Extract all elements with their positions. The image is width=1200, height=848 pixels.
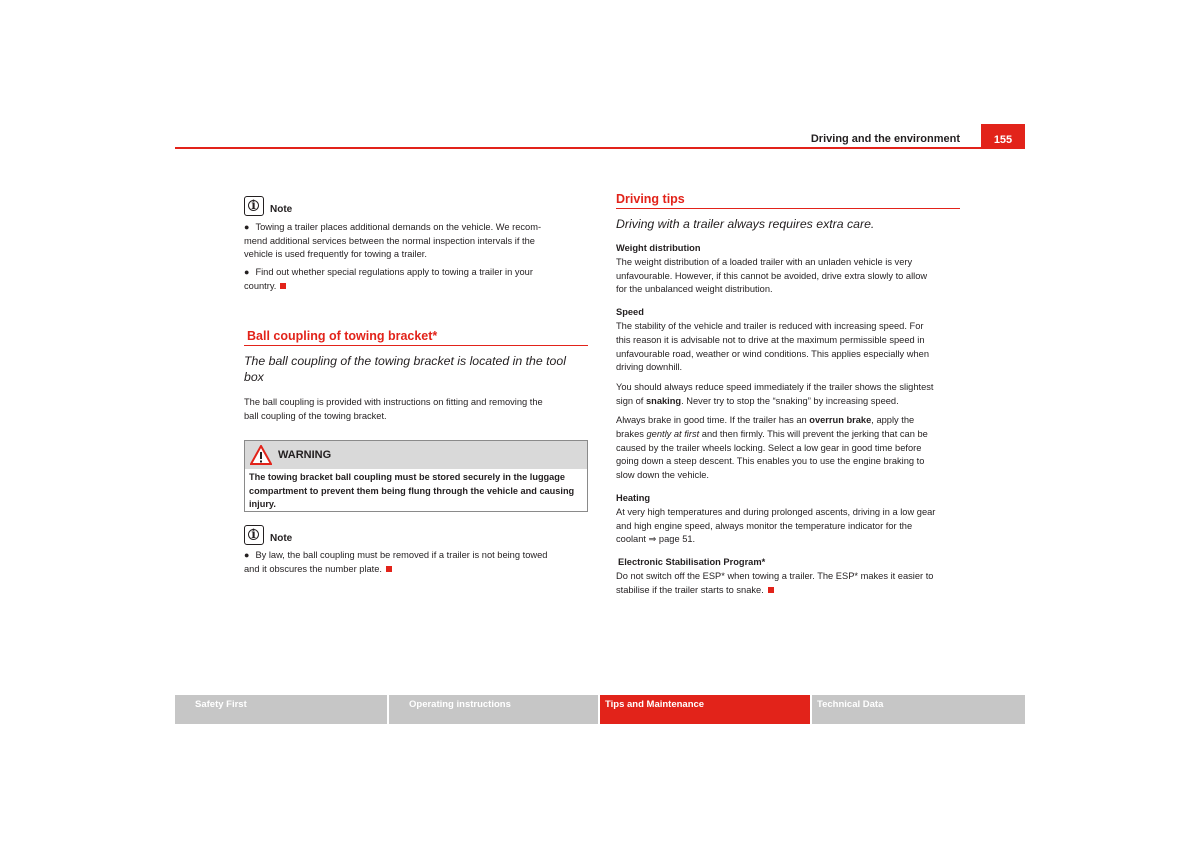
emphasis-text: overrun brake bbox=[809, 415, 872, 426]
tab-operating-instructions[interactable]: Operating instructions bbox=[389, 695, 598, 724]
body-text: sign of bbox=[616, 395, 646, 406]
ball-coupling-section bbox=[244, 329, 588, 423]
lead-line: box bbox=[244, 370, 264, 384]
body-line: The stability of the vehicle and trailer is reduced with increasing speed. For bbox=[616, 321, 924, 332]
body-line: ball coupling of the towing bracket. bbox=[244, 410, 387, 421]
note-block-2 bbox=[244, 525, 589, 576]
note-text-line: and it obscures the number plate. bbox=[244, 563, 382, 574]
subheading-esp: Electronic Stabilisation Program* bbox=[618, 556, 766, 567]
warning-label: WARNING bbox=[278, 449, 332, 461]
warning-text-line: injury. bbox=[249, 499, 276, 509]
section-title: Ball coupling of towing bracket* bbox=[247, 329, 438, 343]
body-line: The weight distribution of a loaded trailer with an unladen vehicle is very bbox=[616, 257, 913, 267]
header-section-title: Driving and the environment bbox=[810, 133, 960, 145]
warning-box bbox=[244, 440, 588, 512]
body-line: At very high temperatures and during prolonged ascents, driving in a low gear bbox=[616, 506, 936, 517]
body-line: and high engine speed, always monitor the temperature indicator for the bbox=[616, 520, 913, 531]
body-line: this reason it is advisable not to drive at the maximum permissible speed in bbox=[616, 334, 925, 345]
warning-text-line: compartment to prevent them being flung through the vehicle and causing bbox=[249, 485, 575, 496]
page-number: 155 bbox=[981, 124, 1025, 148]
footer-tabs bbox=[175, 695, 1025, 724]
tab-safety-first[interactable]: Safety First bbox=[175, 695, 387, 724]
lead-line: The ball coupling of the towing bracket is located in the tool bbox=[244, 354, 566, 368]
warning-text-line: The towing bracket ball coupling must be stored securely in the luggage bbox=[249, 472, 565, 482]
section-title: Driving tips bbox=[616, 192, 685, 206]
info-icon: i bbox=[244, 196, 264, 216]
subheading-speed: Speed bbox=[616, 307, 644, 318]
note-text-line: By law, the ball coupling must be removed if a trailer is not being towed bbox=[255, 550, 548, 560]
body-line: unfavourable road, weather or wind conditions. This applies especially when bbox=[616, 348, 930, 359]
note-text-line: mend additional services between the normal inspection intervals if the bbox=[244, 235, 535, 246]
note-text-line: country. bbox=[244, 280, 277, 291]
tab-tips-and-maintenance[interactable]: Tips and Maintenance bbox=[600, 695, 810, 724]
note-label: Note bbox=[270, 533, 293, 544]
note-text-line: vehicle is used frequently for towing a trailer. bbox=[244, 249, 427, 260]
body-line: stabilise if the trailer starts to snake. bbox=[616, 584, 764, 595]
italic-text: gently at first bbox=[646, 429, 700, 440]
body-line: You should always reduce speed immediately if the trailer shows the slightest bbox=[616, 381, 934, 392]
body-line: slow down the vehicle. bbox=[616, 470, 710, 481]
tab-technical-data[interactable]: Technical Data bbox=[812, 695, 1025, 724]
warning-icon bbox=[250, 445, 272, 465]
body-line: going down a steep descent. This enables you to use the engine braking to bbox=[616, 456, 925, 467]
body-text: and then firmly. This will prevent the jerking that can be bbox=[699, 429, 928, 440]
section-rule bbox=[244, 345, 588, 346]
body-line: unfavourable. However, if this cannot be avoided, drive extra slowly to allow bbox=[616, 270, 928, 281]
note-block-1 bbox=[244, 196, 589, 294]
subheading-heating: Heating bbox=[616, 492, 651, 503]
end-marker-icon bbox=[280, 283, 286, 289]
header-rule bbox=[175, 147, 1025, 149]
body-line: for the unbalanced weight distribution. bbox=[616, 284, 773, 295]
lead-line: Driving with a trailer always requires extra care. bbox=[616, 217, 875, 231]
end-marker-icon bbox=[386, 566, 392, 572]
driving-tips-section bbox=[616, 192, 960, 597]
subheading-weight: Weight distribution bbox=[616, 243, 701, 253]
body-line: The ball coupling is provided with instructions on fitting and removing the bbox=[244, 397, 543, 407]
body-line: Do not switch off the ESP* when towing a trailer. The ESP* makes it easier to bbox=[616, 570, 934, 581]
bullet-icon: ● bbox=[244, 550, 250, 560]
body-text: . Never try to stop the “snaking” by increasing speed. bbox=[681, 395, 899, 406]
bullet-icon: ● bbox=[244, 222, 250, 232]
body-text: , apply the bbox=[871, 415, 915, 426]
section-rule bbox=[616, 208, 960, 209]
end-marker-icon bbox=[768, 587, 774, 593]
body-line: coolant ⇒ page 51. bbox=[616, 534, 696, 545]
body-line: caused by the trailer wheels locking. Select a low gear in good time before bbox=[616, 442, 922, 453]
note-label: Note bbox=[270, 204, 293, 215]
note-text-line: Find out whether special regulations apply to towing a trailer in your bbox=[255, 267, 533, 278]
info-icon: i bbox=[244, 525, 264, 545]
emphasis-text: snaking bbox=[645, 395, 682, 406]
bullet-icon: ● bbox=[244, 267, 250, 278]
note-text-line: Towing a trailer places additional demands on the vehicle. We recom- bbox=[255, 222, 542, 232]
body-line: driving downhill. bbox=[616, 362, 683, 373]
body-text: Always brake in good time. If the trailer has an bbox=[616, 415, 810, 426]
body-text: brakes bbox=[616, 429, 647, 440]
